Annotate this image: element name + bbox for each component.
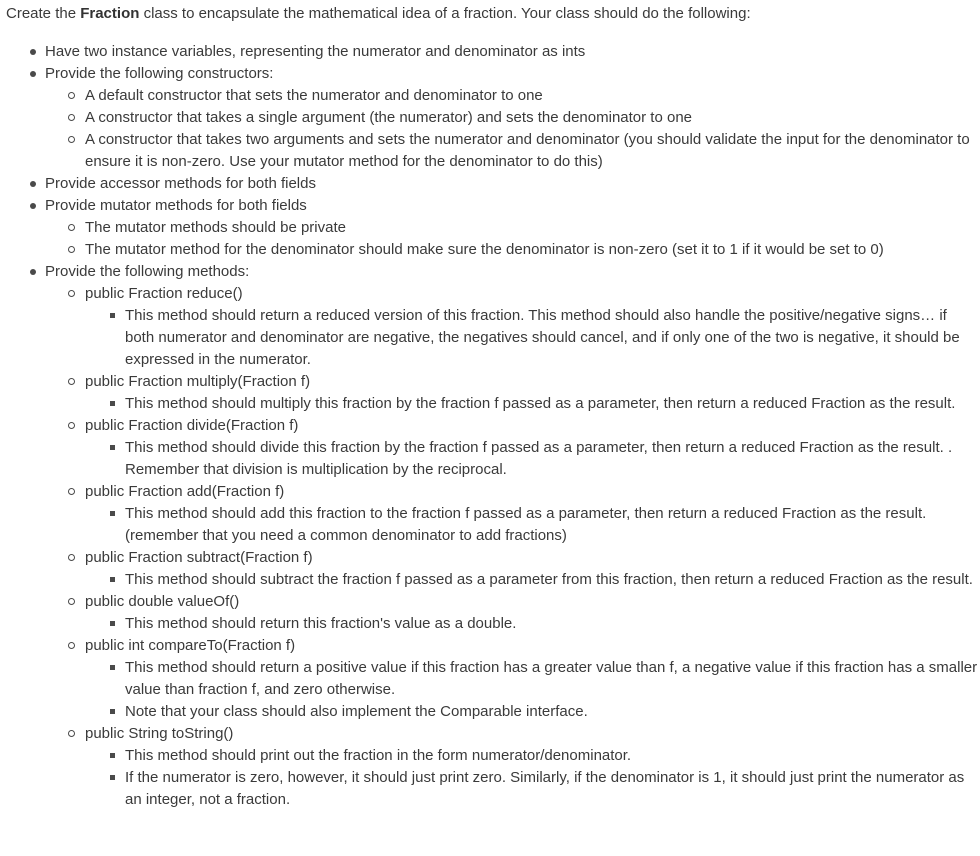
method-details: [85, 503, 980, 547]
list-item: A default constructor that sets the numerator and denominator to one: [45, 85, 980, 107]
method-details: [85, 393, 980, 415]
method-signature: public Fraction multiply(Fraction f): [85, 373, 311, 390]
intro-paragraph: [6, 3, 980, 25]
detail-item: This method should print out the fraction in the form numerator/denominator.: [85, 745, 980, 767]
detail-item: Note that your class should also implement the Comparable interface.: [85, 701, 980, 723]
constructors-sublist: [45, 85, 980, 173]
mutators-sublist: [45, 217, 980, 261]
method-details: [85, 745, 980, 811]
detail-item: This method should subtract the fraction f passed as a parameter from this fraction, then return a reduced Fraction as the result.: [85, 569, 980, 591]
list-item: A constructor that takes a single argument (the numerator) and sets the denominator to one: [45, 107, 980, 129]
method-details: [85, 305, 980, 371]
method-details: [85, 437, 980, 481]
mutators-label: Provide mutator methods for both fields: [45, 197, 307, 214]
method-item: [45, 723, 980, 811]
list-item: [6, 63, 980, 173]
method-signature: public int compareTo(Fraction f): [85, 637, 296, 654]
method-item: [45, 547, 980, 591]
class-name: Fraction: [80, 5, 140, 22]
intro-suffix: class to encapsulate the mathematical idea of a fraction. Your class should do the following:: [139, 5, 751, 22]
list-item: A constructor that takes two arguments and sets the numerator and denominator (you should validate the input for the denominator to ensure it is non-zero. Use your mutator method for the denominator to do this): [45, 129, 980, 173]
detail-item: This method should multiply this fraction by the fraction f passed as a parameter, then return a reduced Fraction as the result.: [85, 393, 980, 415]
method-details: [85, 657, 980, 723]
method-signature: public Fraction divide(Fraction f): [85, 417, 299, 434]
intro-prefix: Create the: [6, 5, 81, 22]
method-item: [45, 635, 980, 723]
method-signature: public Fraction reduce(): [85, 285, 243, 302]
detail-item: This method should return a positive value if this fraction has a greater value than f, a negative value if this fraction has a smaller value than fraction f, and zero otherwise.: [85, 657, 980, 701]
method-signature: public Fraction subtract(Fraction f): [85, 549, 313, 566]
list-item: [6, 173, 980, 195]
list-item: The mutator methods should be private: [45, 217, 980, 239]
constructors-label: Provide the following constructors:: [45, 65, 274, 82]
method-signature: public Fraction add(Fraction f): [85, 483, 285, 500]
method-details: [85, 613, 980, 635]
list-item: The mutator method for the denominator should make sure the denominator is non-zero (set it to 1 if it would be set to 0): [45, 239, 980, 261]
method-signature: public double valueOf(): [85, 593, 240, 610]
detail-item: This method should add this fraction to the fraction f passed as a parameter, then return a reduced Fraction as the result. (remember that you need a common denominator to add fractions): [85, 503, 980, 547]
method-signature: public String toString(): [85, 725, 234, 742]
method-item: [45, 415, 980, 481]
detail-item: If the numerator is zero, however, it should just print zero. Similarly, if the denominator is 1, it should just print the numerator as an integer, not a fraction.: [85, 767, 980, 811]
methods-label: Provide the following methods:: [45, 263, 250, 280]
list-item: [6, 261, 980, 811]
detail-item: This method should return this fraction's value as a double.: [85, 613, 980, 635]
method-details: [85, 569, 980, 591]
detail-item: This method should divide this fraction by the fraction f passed as a parameter, then return a reduced Fraction as the result. . Remember that division is multiplication by the reciprocal.: [85, 437, 980, 481]
method-item: [45, 371, 980, 415]
detail-item: This method should return a reduced version of this fraction. This method should also handle the positive/negative signs… if both numerator and denominator are negative, the negatives should cancel, and if only one of the two is negative, it should be expressed in the numerator.: [85, 305, 980, 371]
method-item: [45, 591, 980, 635]
method-item: [45, 481, 980, 547]
instance-vars-text: Have two instance variables, representing the numerator and denominator as ints: [45, 43, 586, 60]
methods-sublist: [45, 283, 980, 811]
requirements-list: [6, 41, 980, 811]
accessors-text: Provide accessor methods for both fields: [45, 175, 316, 192]
method-item: [45, 283, 980, 371]
list-item: [6, 195, 980, 261]
list-item: [6, 41, 980, 63]
